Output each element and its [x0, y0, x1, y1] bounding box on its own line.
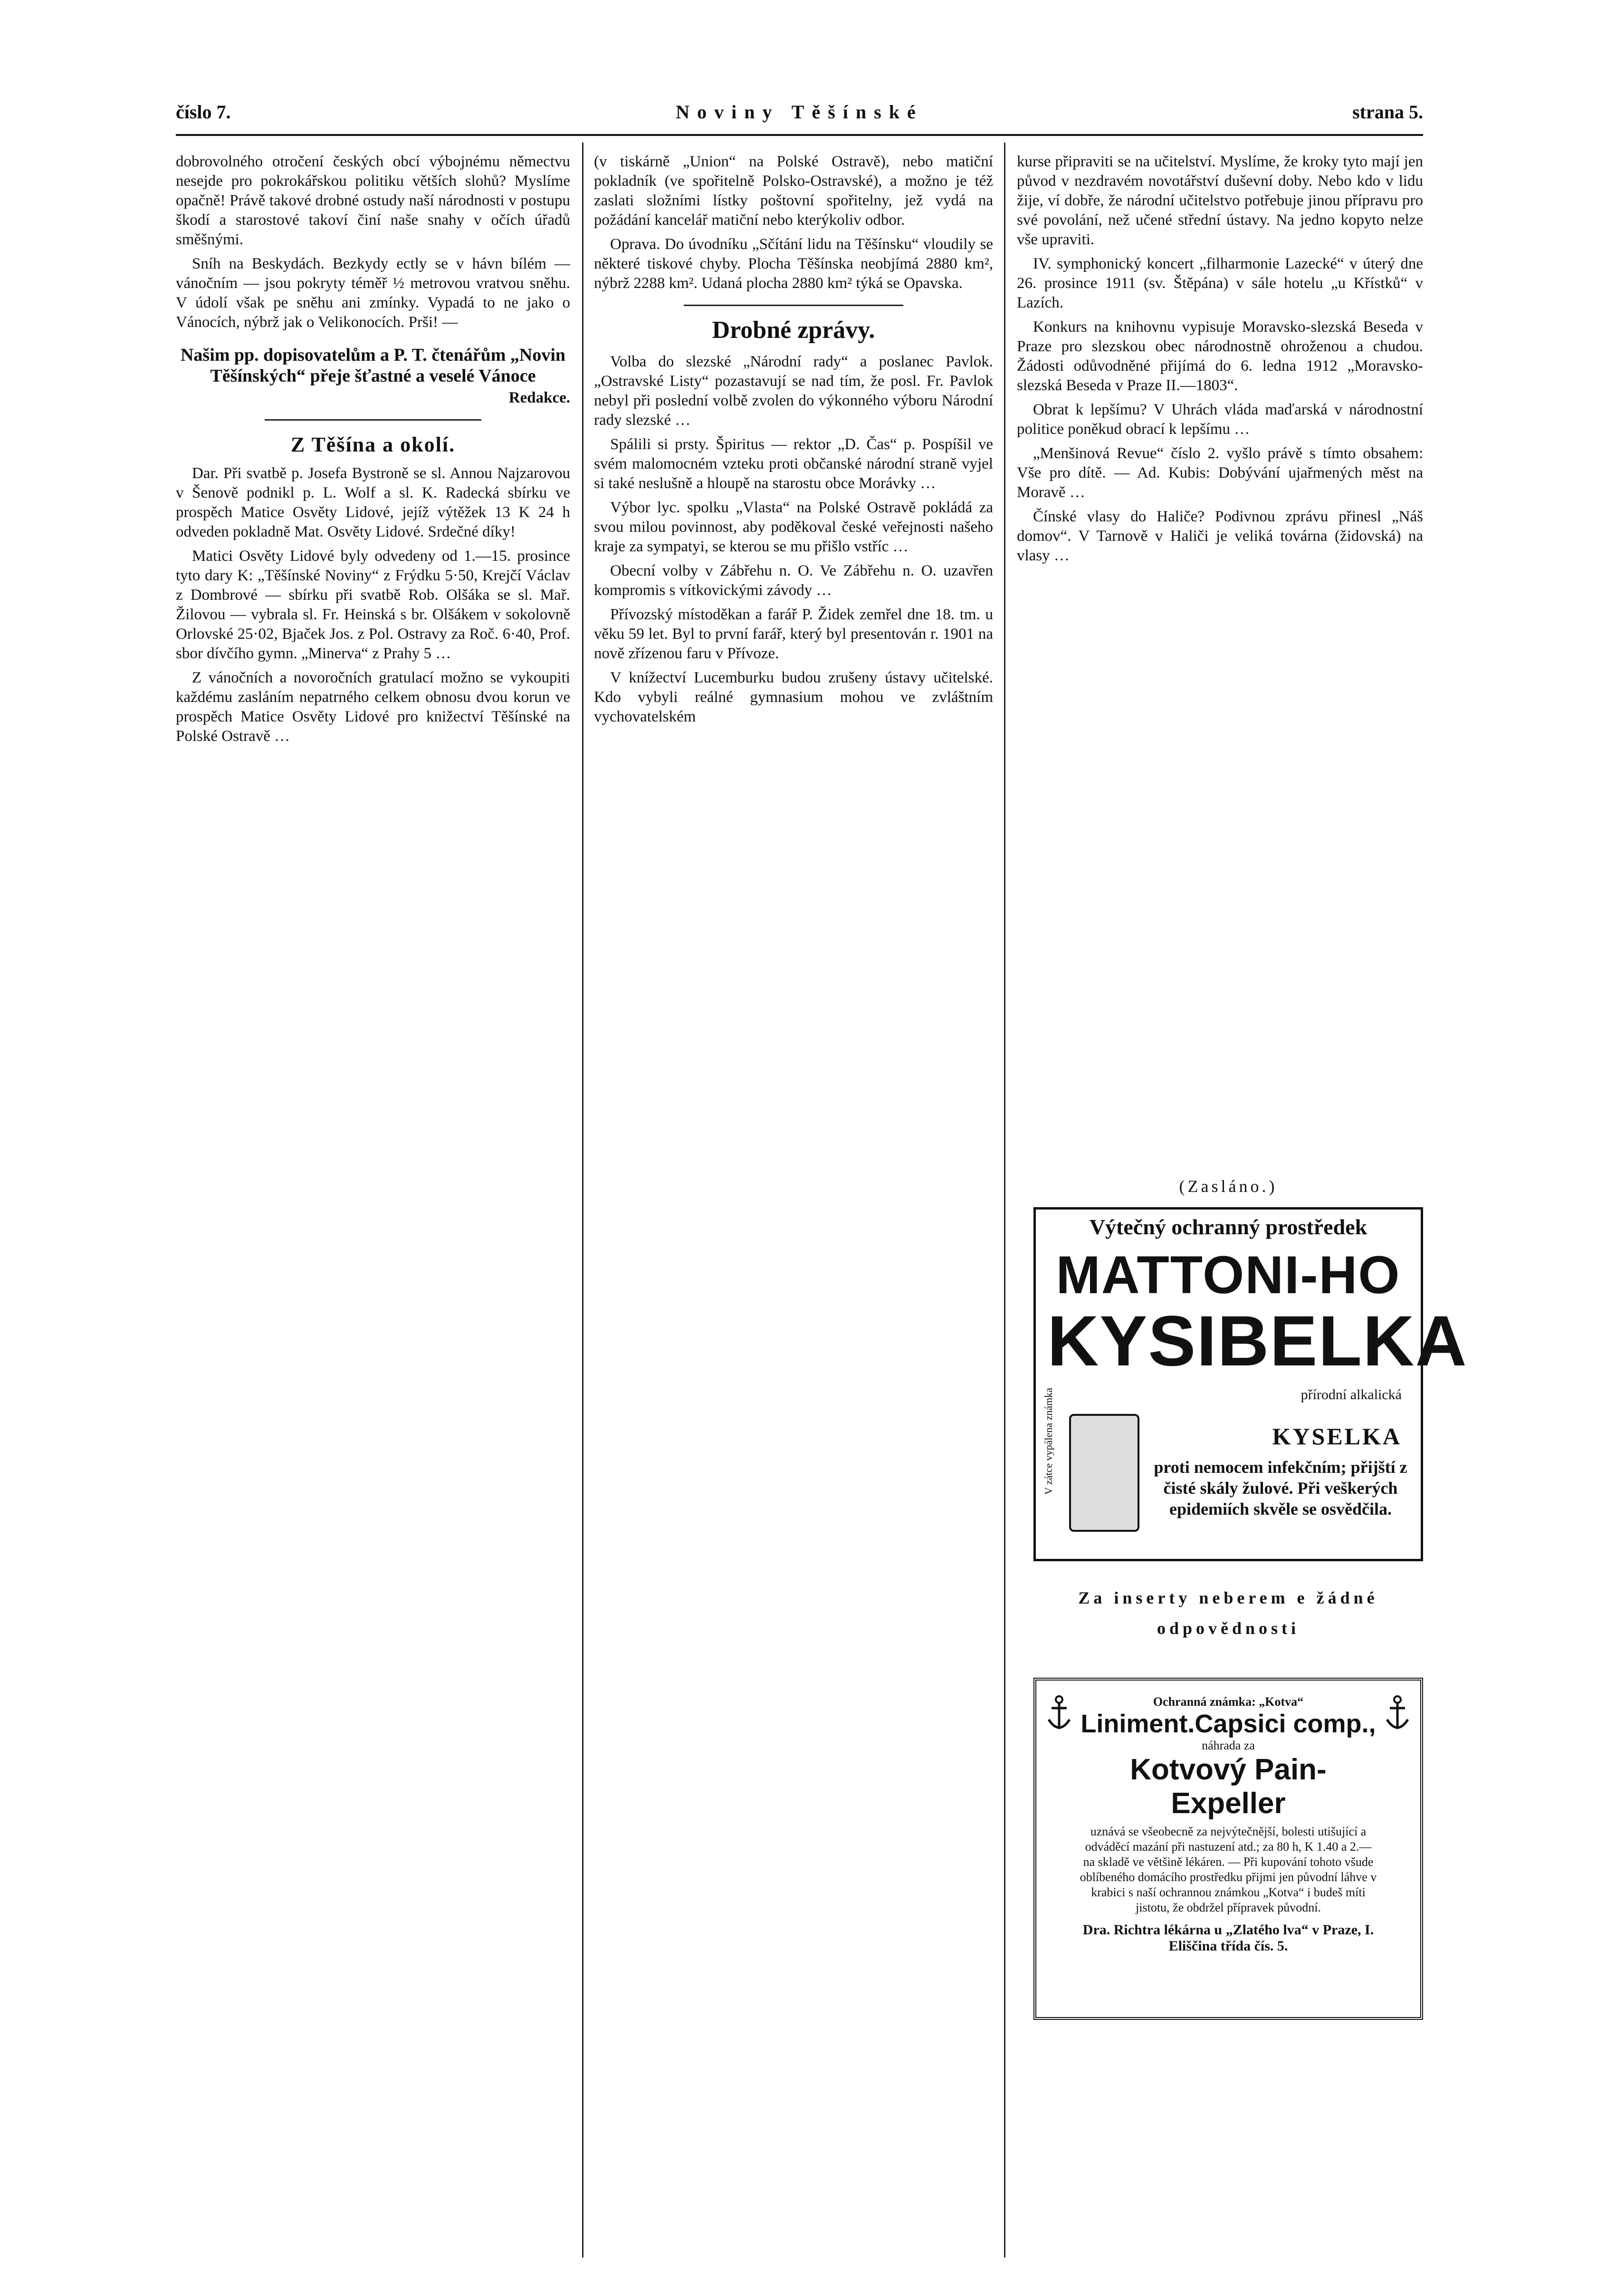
ad-kyselka: KYSELKA — [1272, 1423, 1402, 1450]
section-rule — [265, 419, 482, 421]
paragraph: Přívozský místoděkan a farář P. Židek zemřel dne 18. tm. u věku 59 let. Byl to první farář, který byl presentován r. 1901 na nově zřízenou faru v Přívoze. — [594, 606, 993, 662]
issue-number: číslo 7. — [176, 101, 231, 123]
section-heading: Drobné zprávy. — [712, 317, 875, 344]
column-divider-2 — [1004, 143, 1005, 2258]
ad-brand: Kotvový Pain-Expeller — [1130, 1753, 1327, 1820]
paragraph: Konkurs na knihovnu vypisuje Moravsko-slezská Beseda v Praze pro slezskou obec národnostně ohroženou a chudou. Žádosti odůvodněné přijímá do 6. ledna 1912 „Moravsko-slezská Beseda v Praze II.—1803“. — [1017, 318, 1423, 394]
paragraph: kurse připraviti se na učitelství. Myslíme, že kroky tyto mají jen původ v nezdravém novotářství duševní doby. Nebo kdo v lidu žije, ví dobře, že národní učitelstvo potřebuje jinou přípravu pro své povolání, než učené střední ústavy. Na jedno kopyto nelze vše upraviti. — [1017, 153, 1423, 248]
newspaper-title: Noviny Těšínské — [676, 101, 923, 123]
section-heading: Z Těšína a okolí. — [290, 433, 456, 456]
paragraph-gift: Dar. Při svatbě p. Josefa Bystroně se sl. Annou Najzarovou v Šenově podnikl p. L. Wolf a sl. K. Radecká sbírku ve prospěch Matice Osvěty Lidové, jejíž výtěžek 13 K 24 h odveden pokladně Mat. Osvěty Lidové. Srdečné díky! — [176, 465, 570, 540]
ad-trademark: Ochranná známka: „Kotva“ — [1153, 1695, 1304, 1709]
ad-descriptor: přírodní alkalická — [1300, 1387, 1402, 1403]
paragraph: Čínské vlasy do Haliče? Podivnou zprávu přinesl „Náš domov“. V Tarnově v Haliči je veliká továrna (židovská) na vlasy … — [1017, 508, 1423, 564]
page-header — [176, 101, 1423, 127]
header-rule — [176, 134, 1423, 136]
ad-product: KYSIBELKA — [1047, 1301, 1468, 1381]
editorial-signature: Redakce. — [508, 389, 570, 406]
paragraph: Obecní volby v Zábřehu n. O. Ve Zábřehu n. O. uzavřen kompromis s vítkovickými závody … — [594, 562, 993, 599]
column-3 — [1017, 152, 1423, 570]
ad-product: Liniment.Capsici comp., — [1081, 1710, 1376, 1738]
paragraph: (v tiskárně „Union“ na Polské Ostravě), nebo matiční pokladník (ve spořitelně Polsko-Ostravské), a možno je též zaslati složními lístky poštovní spořitelny, jež vydá na požádání kancelář matiční nebo kterýkoliv odbor. — [594, 153, 993, 229]
ad-tagline: Výtečný ochranný prostředek — [1089, 1215, 1367, 1239]
column-1 — [176, 152, 570, 751]
paragraph: dobrovolného otročení českých obcí výbojnému němectvu nesejde pro pokrokářskou politiku větších slohů? Myslíme opačně! Právě takové drobné ostudy naší národnosti v postupu škodí a starostové takoví činí naše snahy v očích úřadů směšnými. — [176, 153, 570, 248]
ad-vertical-note: V zátce vypálena známka — [1042, 1388, 1054, 1495]
ad-body: uznává se všeobecně za nejvýtečnější, bolesti utišující a odváděcí mazání při nastuzení atd.; za 80 h, K 1.40 a 2.— na skladě ve většině lékáren. — Při kupování tohoto všude oblíbeného domácího prostředku přijmi jen původní láhve v krabici s naší ochrannou známkou „Kotva“ i budeš míti jistotu, že obdržel přípravek původní. — [1080, 1825, 1377, 1914]
anchor-icon — [1384, 1695, 1411, 1733]
paragraph: Obrat k lepšímu? V Uhrách vláda maďarská v národnostní politice poněkud obrací k lepšímu … — [1017, 401, 1423, 438]
paragraph-correction: Oprava. Do úvodníku „Sčítání lidu na Těšínsku“ vloudily se některé tiskové chyby. Plocha Těšínska neobjímá 2880 km², nýbrž 2288 km². Udaná plocha 2880 km² týká se Opavska. — [594, 236, 993, 292]
paragraph: V knížectví Lucemburku budou zrušeny ústavy učitelské. Kdo vybyli reálné gymnasium mohou ve zvláštním vychovatelském — [594, 669, 993, 725]
paragraph: „Menšinová Revue“ číslo 2. vyšlo právě s tímto obsahem: Vše pro dítě. — Ad. Kubis: Dobývání ujařmených měst na Moravě … — [1017, 445, 1423, 501]
column-2 — [594, 152, 993, 731]
christmas-greeting: Našim pp. dopisovatelům a P. T. čtenářům „Novin Těšínských“ přeje šťastné a veselé Vánoce — [180, 345, 566, 386]
section-rule — [684, 305, 903, 306]
zaslano-label: (Zasláno.) — [1179, 1177, 1278, 1196]
paragraph: Volba do slezské „Národní rady“ a poslanec Pavlok. „Ostravské Listy“ pozastavují se nad tím, že posl. Fr. Pavlok nebyl při poslední volbě zvolen do výkonného výboru Národní rady slezské … — [594, 353, 993, 429]
paragraph: IV. symphonický koncert „filharmonie Lazecké“ v úterý dne 26. prosince 1911 (sv. Štěpána) v sále hotelu „u Křístků“ v Lazích. — [1017, 255, 1423, 311]
column-divider-1 — [582, 143, 583, 2258]
paragraph-snow: Sníh na Beskydách. Bezkydy ectly se v hávn bílém — vánočním — jsou pokryty téměř ½ metrovou vratvou sněhu. V údolí však pe sněhu ani zmínky. Vypadá to ne jako o Vánocích, nýbrž jak o Velikonocích. Prši! — — [176, 255, 570, 331]
ad-replacement: náhrada za — [1202, 1739, 1255, 1752]
mattoni-advertisement — [1033, 1207, 1468, 1561]
bottle-icon — [1069, 1414, 1139, 1532]
anchor-icon — [1046, 1695, 1072, 1733]
paragraph-gratulations: Z vánočních a novoročních gratulací možno se vykoupiti každému zasláním nepatrného celkem obnosu dvou korun ve prospěch Matice Osvěty Lidové pro knižectví Těšínské na Polské Ostravě … — [176, 669, 570, 745]
ad-claim: proti nemocem infekčním; přijští z čisté skály žulové. Při veškerých epidemiích skvěle se osvědčila. — [1154, 1458, 1407, 1518]
paragraph-donations: Matici Osvěty Lidové byly odvedeny od 1.—15. prosince tyto dary K: „Těšínské Noviny“ z Frýdku 5·50, Krejčí Václav z Dombrové — sbírku při svatbě Rob. Olšáka se sl. Mař. Žilovou — vybrala sl. Fr. Heinská s br. Olšákem v sokolovně Orlovské 25·02, Bjaček Jos. z Pol. Ostravy za Roč. 6·40, Prof. sbor dívčího gymn. „Minerva“ z Prahy 5 … — [176, 548, 570, 662]
insert-disclaimer: Za inserty neberem e žádné odpovědnosti — [1078, 1588, 1378, 1638]
pain-expeller-advertisement — [1033, 1678, 1423, 2020]
paragraph: Výbor lyc. spolku „Vlasta“ na Polské Ostravě pokládá za svou milou povinnost, aby poděkoval české veřejnosti našeho kraje za sympatyi, se kterou se mu přišlo vstříc … — [594, 499, 993, 555]
ad-brand: MATTONI-HO — [1056, 1245, 1401, 1305]
paragraph: Spálili si prsty. Špiritus — rektor „D. Čas“ p. Pospíšil ve svém malomocném vzteku proti občanské národní straně vyjel si také neslušně a hloupě na starostu obce Morávky … — [594, 436, 993, 492]
page-number: strana 5. — [1352, 101, 1423, 123]
ad-pharmacy: Dra. Richtra lékárna u „Zlatého lva“ v Praze, I. Eliščina třída čís. 5. — [1082, 1922, 1374, 1954]
